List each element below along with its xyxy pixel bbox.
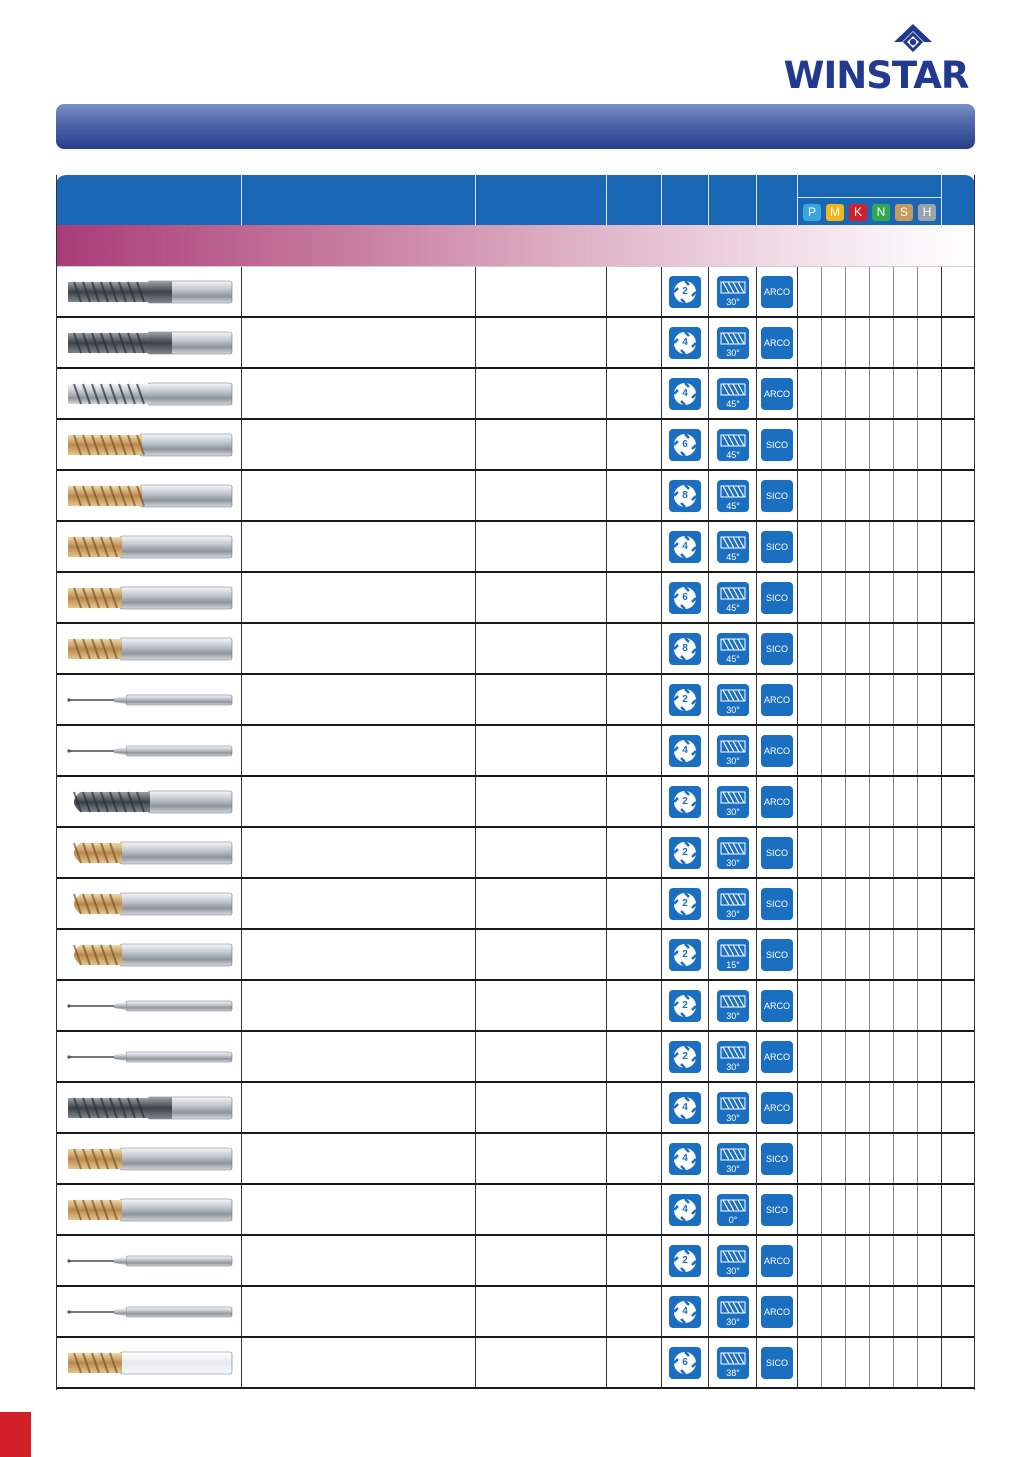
- flute-count: 4: [682, 1153, 688, 1164]
- flute-count: 6: [682, 592, 688, 603]
- table-row: [56, 369, 975, 420]
- helix-angle: 30°: [726, 1113, 740, 1123]
- helix-angle-icon: [717, 1347, 749, 1379]
- page-tab: [0, 1412, 31, 1457]
- table-row: [56, 624, 975, 675]
- flute-count-icon: [669, 327, 701, 359]
- helix-angle: 38°: [726, 1368, 740, 1378]
- end-mill-image: [66, 278, 234, 306]
- material-h-badge: H: [918, 204, 936, 221]
- material-legend: [803, 204, 936, 222]
- table-row: [56, 726, 975, 777]
- helix-angle-icon: [717, 531, 749, 563]
- coating-badge: ARCO: [761, 990, 793, 1022]
- helix-angle: 30°: [726, 1317, 740, 1327]
- end-mill-image: [66, 992, 234, 1020]
- title-band: [56, 104, 975, 149]
- end-mill-image: [66, 941, 234, 969]
- table-row: [56, 1032, 975, 1083]
- table-row: [56, 675, 975, 726]
- coating-badge: ARCO: [761, 1296, 793, 1328]
- coating-badge: SICO: [761, 1347, 793, 1379]
- helix-angle-icon: [717, 633, 749, 665]
- flute-count-icon: [669, 684, 701, 716]
- helix-angle-icon: [717, 735, 749, 767]
- helix-angle: 45°: [726, 603, 740, 613]
- material-s-badge: S: [895, 204, 913, 221]
- end-mill-image: [66, 380, 234, 408]
- table-row: [56, 1338, 975, 1389]
- helix-angle: 30°: [726, 909, 740, 919]
- helix-angle: 45°: [726, 501, 740, 511]
- winstar-logo: [776, 22, 976, 96]
- helix-angle-icon: [717, 990, 749, 1022]
- end-mill-image: [66, 584, 234, 612]
- flute-count: 4: [682, 541, 688, 552]
- material-p-badge: P: [803, 204, 821, 221]
- helix-angle-icon: [717, 837, 749, 869]
- helix-angle: 30°: [726, 1266, 740, 1276]
- end-mill-image: [66, 482, 234, 510]
- table-row: [56, 471, 975, 522]
- table-row: [56, 1134, 975, 1185]
- coating-badge: ARCO: [761, 1041, 793, 1073]
- flute-count-icon: [669, 990, 701, 1022]
- flute-count-icon: [669, 582, 701, 614]
- flute-count-icon: [669, 276, 701, 308]
- helix-angle-icon: [717, 1194, 749, 1226]
- helix-angle-icon: [717, 888, 749, 920]
- flute-count: 4: [682, 1306, 688, 1317]
- helix-angle-icon: [717, 684, 749, 716]
- coating-badge: SICO: [761, 1143, 793, 1175]
- helix-angle-icon: [717, 1245, 749, 1277]
- flute-count-icon: [669, 633, 701, 665]
- material-m-badge: M: [826, 204, 844, 221]
- helix-angle-icon: [717, 786, 749, 818]
- coating-badge: ARCO: [761, 786, 793, 818]
- flute-count: 2: [682, 286, 688, 297]
- flute-count-icon: [669, 429, 701, 461]
- flute-count: 4: [682, 745, 688, 756]
- coating-badge: SICO: [761, 888, 793, 920]
- flute-count-icon: [669, 1347, 701, 1379]
- helix-angle-icon: [717, 1041, 749, 1073]
- coating-badge: SICO: [761, 939, 793, 971]
- flute-count: 2: [682, 1051, 688, 1062]
- table-row: [56, 267, 975, 318]
- helix-angle-icon: [717, 276, 749, 308]
- flute-count: 6: [682, 1357, 688, 1368]
- flute-count: 4: [682, 388, 688, 399]
- helix-angle: 45°: [726, 399, 740, 409]
- flute-count-icon: [669, 837, 701, 869]
- table-row: [56, 828, 975, 879]
- flute-count: 4: [682, 1102, 688, 1113]
- flute-count: 4: [682, 337, 688, 348]
- flute-count: 2: [682, 1000, 688, 1011]
- end-mill-image: [66, 890, 234, 918]
- table-row: [56, 522, 975, 573]
- helix-angle: 45°: [726, 552, 740, 562]
- helix-angle: 30°: [726, 348, 740, 358]
- table-row: [56, 981, 975, 1032]
- flute-count-icon: [669, 531, 701, 563]
- product-table: [56, 175, 975, 1390]
- table-row: [56, 777, 975, 828]
- material-n-badge: N: [872, 204, 890, 221]
- coating-badge: SICO: [761, 480, 793, 512]
- helix-angle: 30°: [726, 858, 740, 868]
- table-row: [56, 1287, 975, 1338]
- flute-count: 2: [682, 1255, 688, 1266]
- end-mill-image: [66, 737, 234, 765]
- helix-angle: 30°: [726, 1062, 740, 1072]
- table-header: [56, 175, 975, 225]
- coating-badge: SICO: [761, 1194, 793, 1226]
- helix-angle: 45°: [726, 450, 740, 460]
- end-mill-image: [66, 533, 234, 561]
- helix-angle-icon: [717, 1296, 749, 1328]
- helix-angle-icon: [717, 582, 749, 614]
- category-band: [56, 225, 975, 267]
- helix-angle-icon: [717, 1143, 749, 1175]
- helix-angle: 45°: [726, 654, 740, 664]
- end-mill-image: [66, 1196, 234, 1224]
- end-mill-image: [66, 635, 234, 663]
- helix-angle: 30°: [726, 756, 740, 766]
- helix-angle-icon: [717, 480, 749, 512]
- end-mill-image: [66, 1298, 234, 1326]
- end-mill-image: [66, 686, 234, 714]
- end-mill-image: [66, 1349, 234, 1377]
- flute-count: 2: [682, 949, 688, 960]
- end-mill-image: [66, 788, 234, 816]
- flute-count-icon: [669, 1143, 701, 1175]
- flute-count: 2: [682, 694, 688, 705]
- helix-angle-icon: [717, 1092, 749, 1124]
- coating-badge: ARCO: [761, 1245, 793, 1277]
- flute-count: 8: [682, 490, 688, 501]
- helix-angle: 15°: [726, 960, 740, 970]
- flute-count-icon: [669, 378, 701, 410]
- end-mill-image: [66, 329, 234, 357]
- end-mill-image: [66, 1043, 234, 1071]
- end-mill-image: [66, 839, 234, 867]
- flute-count-icon: [669, 735, 701, 767]
- coating-badge: SICO: [761, 429, 793, 461]
- helix-angle: 30°: [726, 1164, 740, 1174]
- flute-count: 4: [682, 1204, 688, 1215]
- coating-badge: SICO: [761, 531, 793, 563]
- helix-angle: 30°: [726, 705, 740, 715]
- flute-count: 8: [682, 643, 688, 654]
- end-mill-image: [66, 1145, 234, 1173]
- flute-count-icon: [669, 786, 701, 818]
- helix-angle-icon: [717, 939, 749, 971]
- table-row: [56, 318, 975, 369]
- coating-badge: SICO: [761, 837, 793, 869]
- coating-badge: SICO: [761, 633, 793, 665]
- table-row: [56, 1236, 975, 1287]
- end-mill-image: [66, 1094, 234, 1122]
- flute-count: 2: [682, 796, 688, 807]
- helix-angle-icon: [717, 429, 749, 461]
- table-row: [56, 1185, 975, 1236]
- coating-badge: ARCO: [761, 735, 793, 767]
- flute-count-icon: [669, 1041, 701, 1073]
- flute-count-icon: [669, 480, 701, 512]
- table-row: [56, 573, 975, 624]
- flute-count-icon: [669, 939, 701, 971]
- flute-count-icon: [669, 1245, 701, 1277]
- brand-name: WINSTAR: [783, 54, 969, 97]
- coating-badge: ARCO: [761, 378, 793, 410]
- coating-badge: ARCO: [761, 276, 793, 308]
- coating-badge: ARCO: [761, 1092, 793, 1124]
- table-row: [56, 1083, 975, 1134]
- flute-count-icon: [669, 888, 701, 920]
- coating-badge: ARCO: [761, 327, 793, 359]
- end-mill-image: [66, 1247, 234, 1275]
- helix-angle: 0°: [728, 1215, 738, 1225]
- helix-angle: 30°: [726, 297, 740, 307]
- flute-count: 2: [682, 847, 688, 858]
- end-mill-image: [66, 431, 234, 459]
- table-row: [56, 930, 975, 981]
- material-k-badge: K: [849, 204, 867, 221]
- helix-angle: 30°: [726, 807, 740, 817]
- flute-count-icon: [669, 1296, 701, 1328]
- coating-badge: SICO: [761, 582, 793, 614]
- flute-count-icon: [669, 1194, 701, 1226]
- coating-badge: ARCO: [761, 684, 793, 716]
- helix-angle: 30°: [726, 1011, 740, 1021]
- helix-angle-icon: [717, 327, 749, 359]
- table-row: [56, 879, 975, 930]
- flute-count: 6: [682, 439, 688, 450]
- helix-angle-icon: [717, 378, 749, 410]
- flute-count: 2: [682, 898, 688, 909]
- table-row: [56, 420, 975, 471]
- flute-count-icon: [669, 1092, 701, 1124]
